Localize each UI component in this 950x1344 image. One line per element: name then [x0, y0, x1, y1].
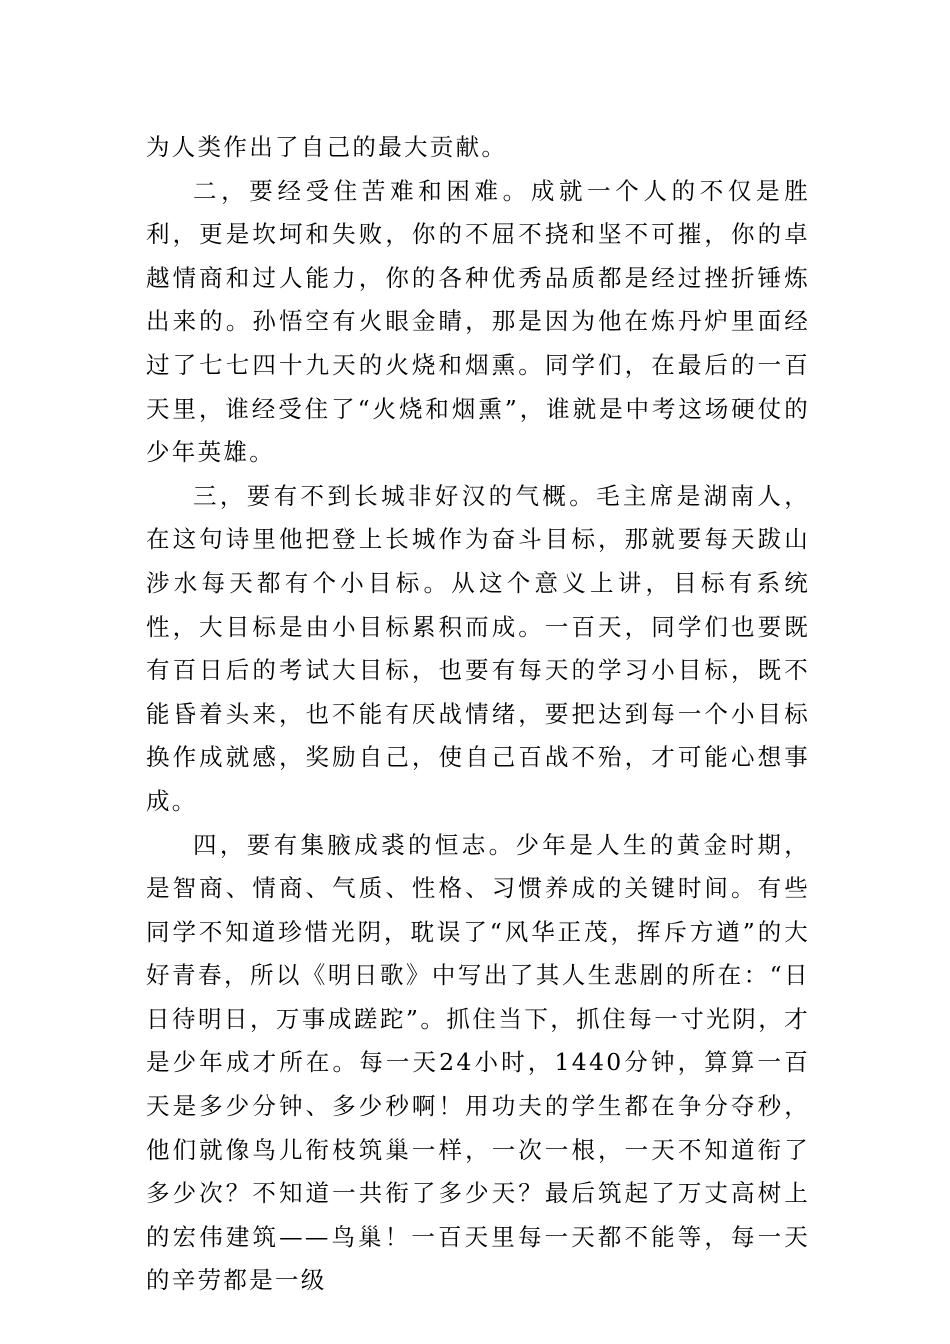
paragraph-3: 三，要有不到长城非好汉的气概。毛主席是湖南人，在这句诗里他把登上长城作为奋斗目标，那就要每天跋山涉水每天都有个小目标。从这个意义上讲，目标有系统性，大目标是由小目标累积而成。一百天，同学们也要既有百日后的考试大目标，也要有每天的学习小目标，既不能昏着头来，也不能有厌战情绪，要把达到每一个小目标换作成就感，奖励自己，使自己百战不殆，才可能心想事成。: [146, 481, 810, 815]
document-body: [146, 126, 810, 1303]
paragraph-4: 四，要有集腋成裘的恒志。少年是人生的黄金时期，是智商、情商、气质、性格、习惯养成的关键时间。有些同学不知道珍惜光阴，耽误了“风华正茂，挥斥方遒”的大好青春，所以《明日歌》中写出了其人生悲剧的所在：“日日待明日，万事成蹉跎”。抓住当下，抓住每一寸光阴，才是少年成才所在。每一天24小时，1440分钟，算算一百天是多少分钟、多少秒啊！用功夫的学生都在争分夺秒，他们就像鸟儿衔枝筑巢一样，一次一根，一天不知道衔了多少次？不知道一共衔了多少天？最后筑起了万丈高树上的宏伟建筑——鸟巢！一百天里每一天都不能等，每一天的辛劳都是一级: [146, 830, 810, 1295]
paragraph-2: 二，要经受住苦难和困难。成就一个人的不仅是胜利，更是坎坷和失败，你的不屈不挠和坚不可摧，你的卓越情商和过人能力，你的各种优秀品质都是经过挫折锤炼出来的。孙悟空有火眼金睛，那是因为他在炼丹炉里面经过了七七四十九天的火烧和烟熏。同学们，在最后的一百天里，谁经受住了“火烧和烟熏”，谁就是中考这场硬仗的少年英雄。: [146, 176, 810, 467]
paragraph-1: 为人类作出了自己的最大贡献。: [146, 133, 508, 161]
